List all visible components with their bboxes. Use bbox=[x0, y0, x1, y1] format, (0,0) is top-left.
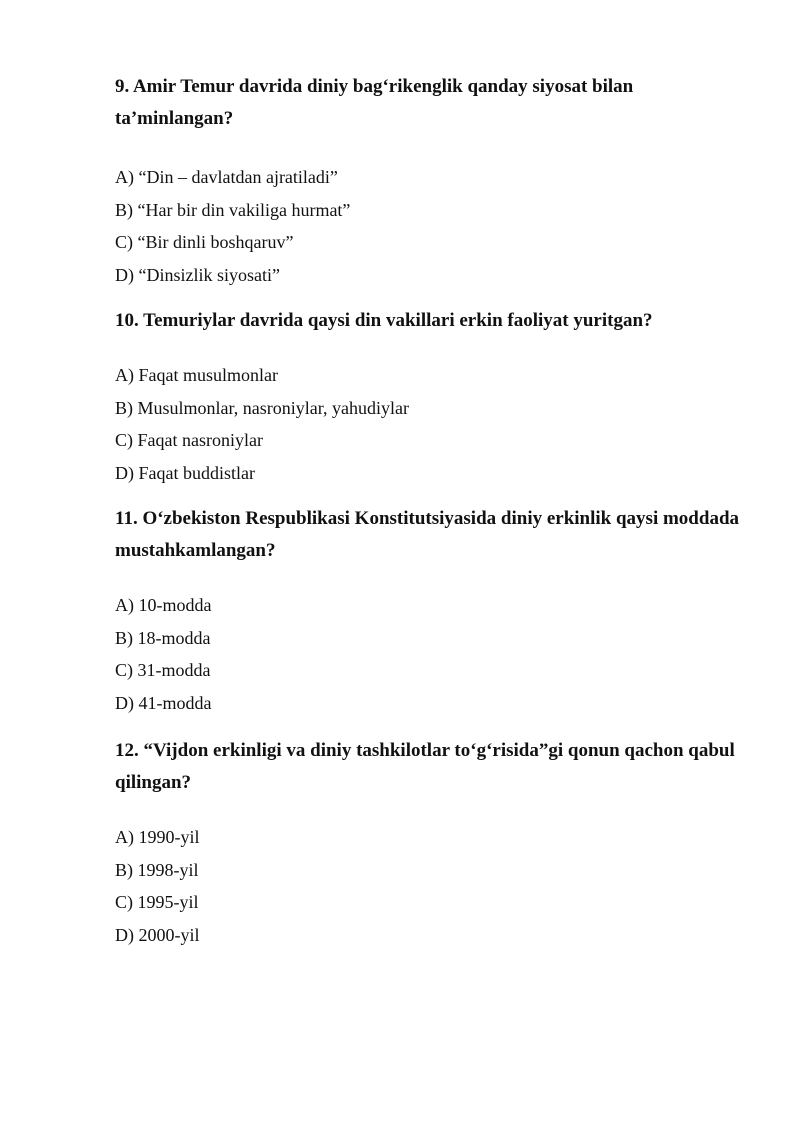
question-11-title-line-2: mustahkamlangan? bbox=[115, 540, 276, 561]
question-11-option-b: B) 18-modda bbox=[115, 627, 211, 648]
question-9-title bbox=[115, 71, 755, 135]
question-10-option-b: B) Musulmonlar, nasroniylar, yahudiylar bbox=[115, 397, 410, 418]
question-10-title-line-1: 10. Temuriylar davrida qaysi din vakillari erkin faoliyat yuritgan? bbox=[115, 310, 653, 331]
question-10-option-a: A) Faqat musulmonlar bbox=[115, 365, 278, 385]
question-9-option-c: C) “Bir dinli boshqaruv” bbox=[115, 232, 294, 252]
question-12-option-b: B) 1998-yil bbox=[115, 859, 199, 880]
question-9-title-line-1: 9. Amir Temur davrida diniy bag‘rikenglik qanday siyosat bilan bbox=[115, 76, 634, 97]
question-12-option-a: A) 1990-yil bbox=[115, 827, 200, 847]
question-12-options bbox=[115, 821, 755, 951]
question-9-options bbox=[115, 161, 755, 291]
question-12-title-line-1: 12. “Vijdon erkinligi va diniy tashkilotlar to‘g‘risida”gi qonun qachon qabul bbox=[115, 740, 735, 761]
question-9-option-a: A) “Din – davlatdan ajratiladi” bbox=[115, 167, 338, 187]
question-12-title-line-2: qilingan? bbox=[115, 772, 192, 793]
question-9-option-d: D) “Dinsizlik siyosati” bbox=[115, 264, 280, 285]
question-9-title-line-2: ta’minlangan? bbox=[115, 108, 234, 129]
question-10-title bbox=[115, 305, 755, 337]
question-11-option-a: A) 10-modda bbox=[115, 595, 212, 615]
question-9 bbox=[115, 71, 755, 291]
question-10-option-d: D) Faqat buddistlar bbox=[115, 462, 255, 483]
question-11-option-c: C) 31-modda bbox=[115, 660, 211, 680]
question-11 bbox=[115, 503, 755, 719]
question-12-title bbox=[115, 735, 755, 799]
question-11-option-d: D) 41-modda bbox=[115, 692, 212, 713]
question-11-title bbox=[115, 503, 755, 567]
question-12 bbox=[115, 735, 755, 951]
question-9-option-b: B) “Har bir din vakiliga hurmat” bbox=[115, 199, 351, 220]
question-10-option-c: C) Faqat nasroniylar bbox=[115, 430, 263, 450]
question-10-options bbox=[115, 359, 755, 489]
question-12-option-d: D) 2000-yil bbox=[115, 924, 200, 945]
question-10 bbox=[115, 305, 755, 489]
question-12-option-c: C) 1995-yil bbox=[115, 892, 199, 912]
question-11-title-line-1: 11. O‘zbekiston Respublikasi Konstitutsiyasida diniy erkinlik qaysi moddada bbox=[115, 508, 740, 529]
question-11-options bbox=[115, 589, 755, 719]
